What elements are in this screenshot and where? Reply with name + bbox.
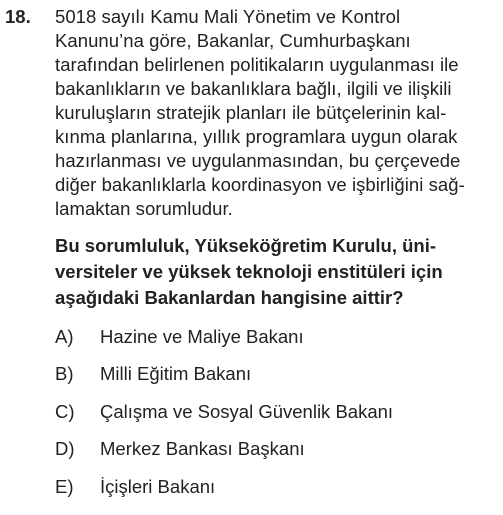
- option-letter: B): [55, 363, 74, 385]
- option-a[interactable]: [55, 318, 500, 356]
- answer-options: [55, 318, 500, 506]
- prompt-line: versiteler ve yüksek teknoloji enstitüleri için: [55, 261, 443, 282]
- question-number: 18.: [5, 6, 31, 27]
- option-text: Çalışma ve Sosyal Güvenlik Bakanı: [100, 400, 394, 422]
- option-d[interactable]: [55, 431, 500, 469]
- prompt-line: aşağıdaki Bakanlardan hangisine aittir?: [55, 287, 404, 308]
- question-prompt: [55, 233, 500, 311]
- option-text: Hazine ve Maliye Bakanı: [100, 325, 304, 347]
- option-letter: D): [55, 438, 75, 460]
- stem-line: tarafından belirlenen politikaların uygulanması ile: [55, 54, 459, 75]
- stem-line: diğer bakanlıklarla koordinasyon ve işbirliğini sağ-: [55, 174, 465, 195]
- stem-line: lamaktan sorumludur.: [55, 198, 233, 219]
- option-text: Merkez Bankası Başkanı: [100, 438, 305, 460]
- option-text: Milli Eğitim Bakanı: [100, 363, 252, 385]
- stem-line: kuruluşların stratejik planları ile bütçelerinin kal-: [55, 102, 447, 123]
- stem-line: bakanlıkların ve bakanlıklara bağlı, ilgili ve ilişkili: [55, 78, 452, 99]
- prompt-line: Bu sorumluluk, Yükseköğretim Kurulu, üni-: [55, 235, 437, 256]
- option-c[interactable]: [55, 393, 500, 431]
- option-letter: C): [55, 400, 75, 422]
- stem-line: hazırlanması ve uygulanmasından, bu çerçevede: [55, 150, 461, 171]
- option-text: İçişleri Bakanı: [100, 475, 216, 497]
- stem-line: 5018 sayılı Kamu Mali Yönetim ve Kontrol: [55, 6, 401, 27]
- stem-line: kınma planlarına, yıllık programlara uygun olarak: [55, 126, 458, 147]
- stem-line: Kanunu’na göre, Bakanlar, Cumhurbaşkanı: [55, 30, 411, 51]
- option-letter: E): [55, 475, 74, 497]
- option-letter: A): [55, 325, 74, 347]
- option-b[interactable]: [55, 356, 500, 394]
- question-stem: [55, 5, 500, 221]
- question-body: [55, 5, 500, 506]
- option-e[interactable]: [55, 468, 500, 506]
